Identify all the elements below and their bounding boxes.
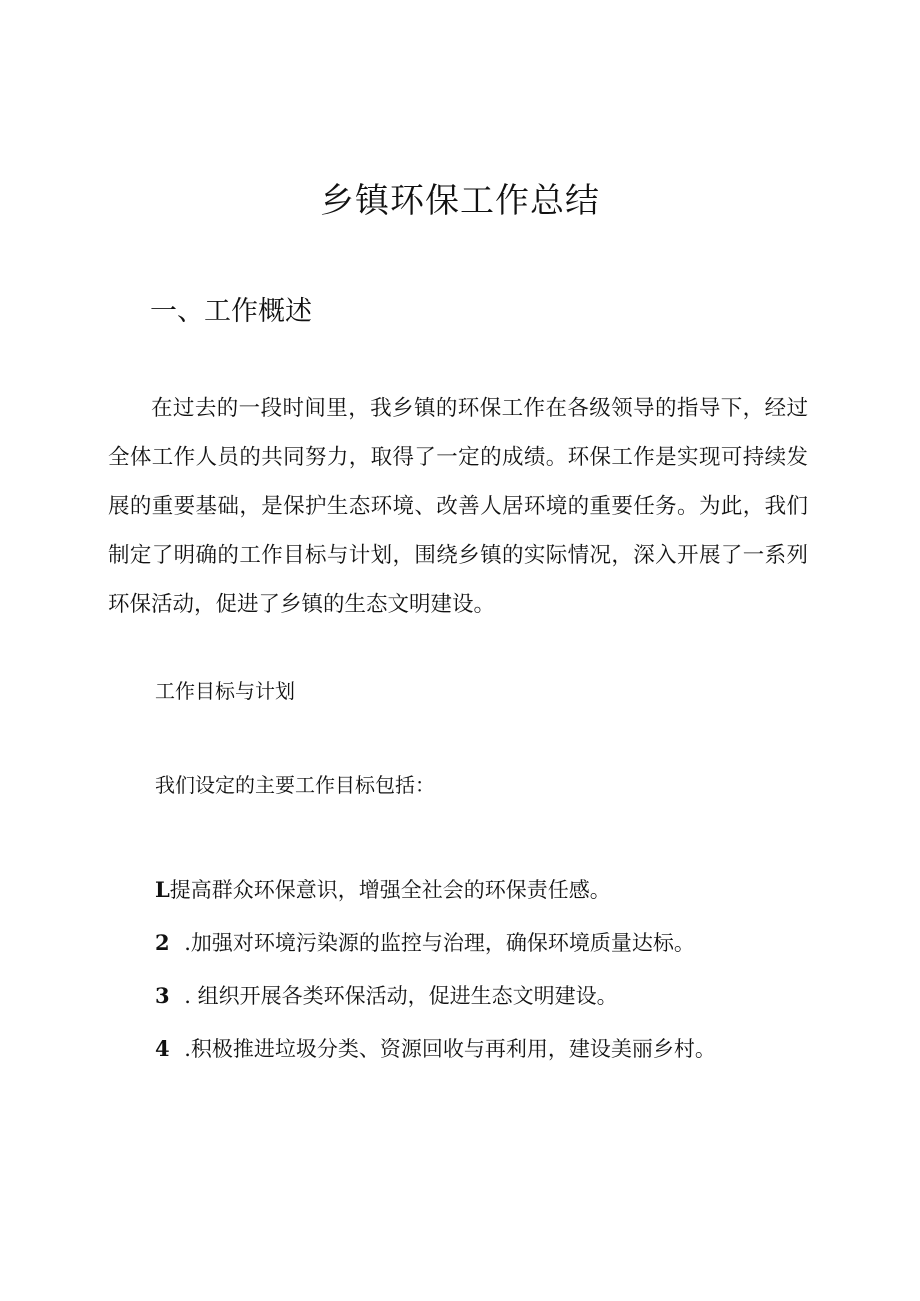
goal-list <box>155 869 716 1081</box>
goal-text: .积极推进垃圾分类、资源回收与再利用，建设美丽乡村。 <box>184 1037 716 1061</box>
goal-number: 4 <box>155 1036 185 1061</box>
overview-paragraph: 在过去的一段时间里，我乡镇的环保工作在各级领导的指导下，经过全体工作人员的共同努力，取得了一定的成绩。环保工作是实现可持续发展的重要基础，是保护生态环境、改善人居环境的重要任务。为此，我们制定了明确的工作目标与计划，围绕乡镇的实际情况，深入开展了一系列环保活动，促进了乡镇的生态文明建设。 <box>108 396 808 617</box>
goal-number: 3 <box>155 983 185 1008</box>
section-heading: 一、工作概述 <box>150 296 312 327</box>
goal-text: .加强对环境污染源的监控与治理，确保环境质量达标。 <box>184 931 695 955</box>
list-item <box>155 922 716 975</box>
goal-text: 提高群众环保意识，增强全社会的环保责任感。 <box>169 878 611 902</box>
list-item <box>155 975 716 1028</box>
goal-number: L <box>155 877 170 902</box>
goals-intro: 我们设定的主要工作目标包括： <box>155 773 435 797</box>
document-title: 乡镇环保工作总结 <box>320 181 600 221</box>
list-item <box>155 1028 716 1081</box>
list-item <box>155 869 716 922</box>
goal-number: 2 <box>155 930 185 955</box>
subheading-goals-plan: 工作目标与计划 <box>155 679 295 703</box>
goal-text: . 组织开展各类环保活动，促进生态文明建设。 <box>184 984 618 1008</box>
